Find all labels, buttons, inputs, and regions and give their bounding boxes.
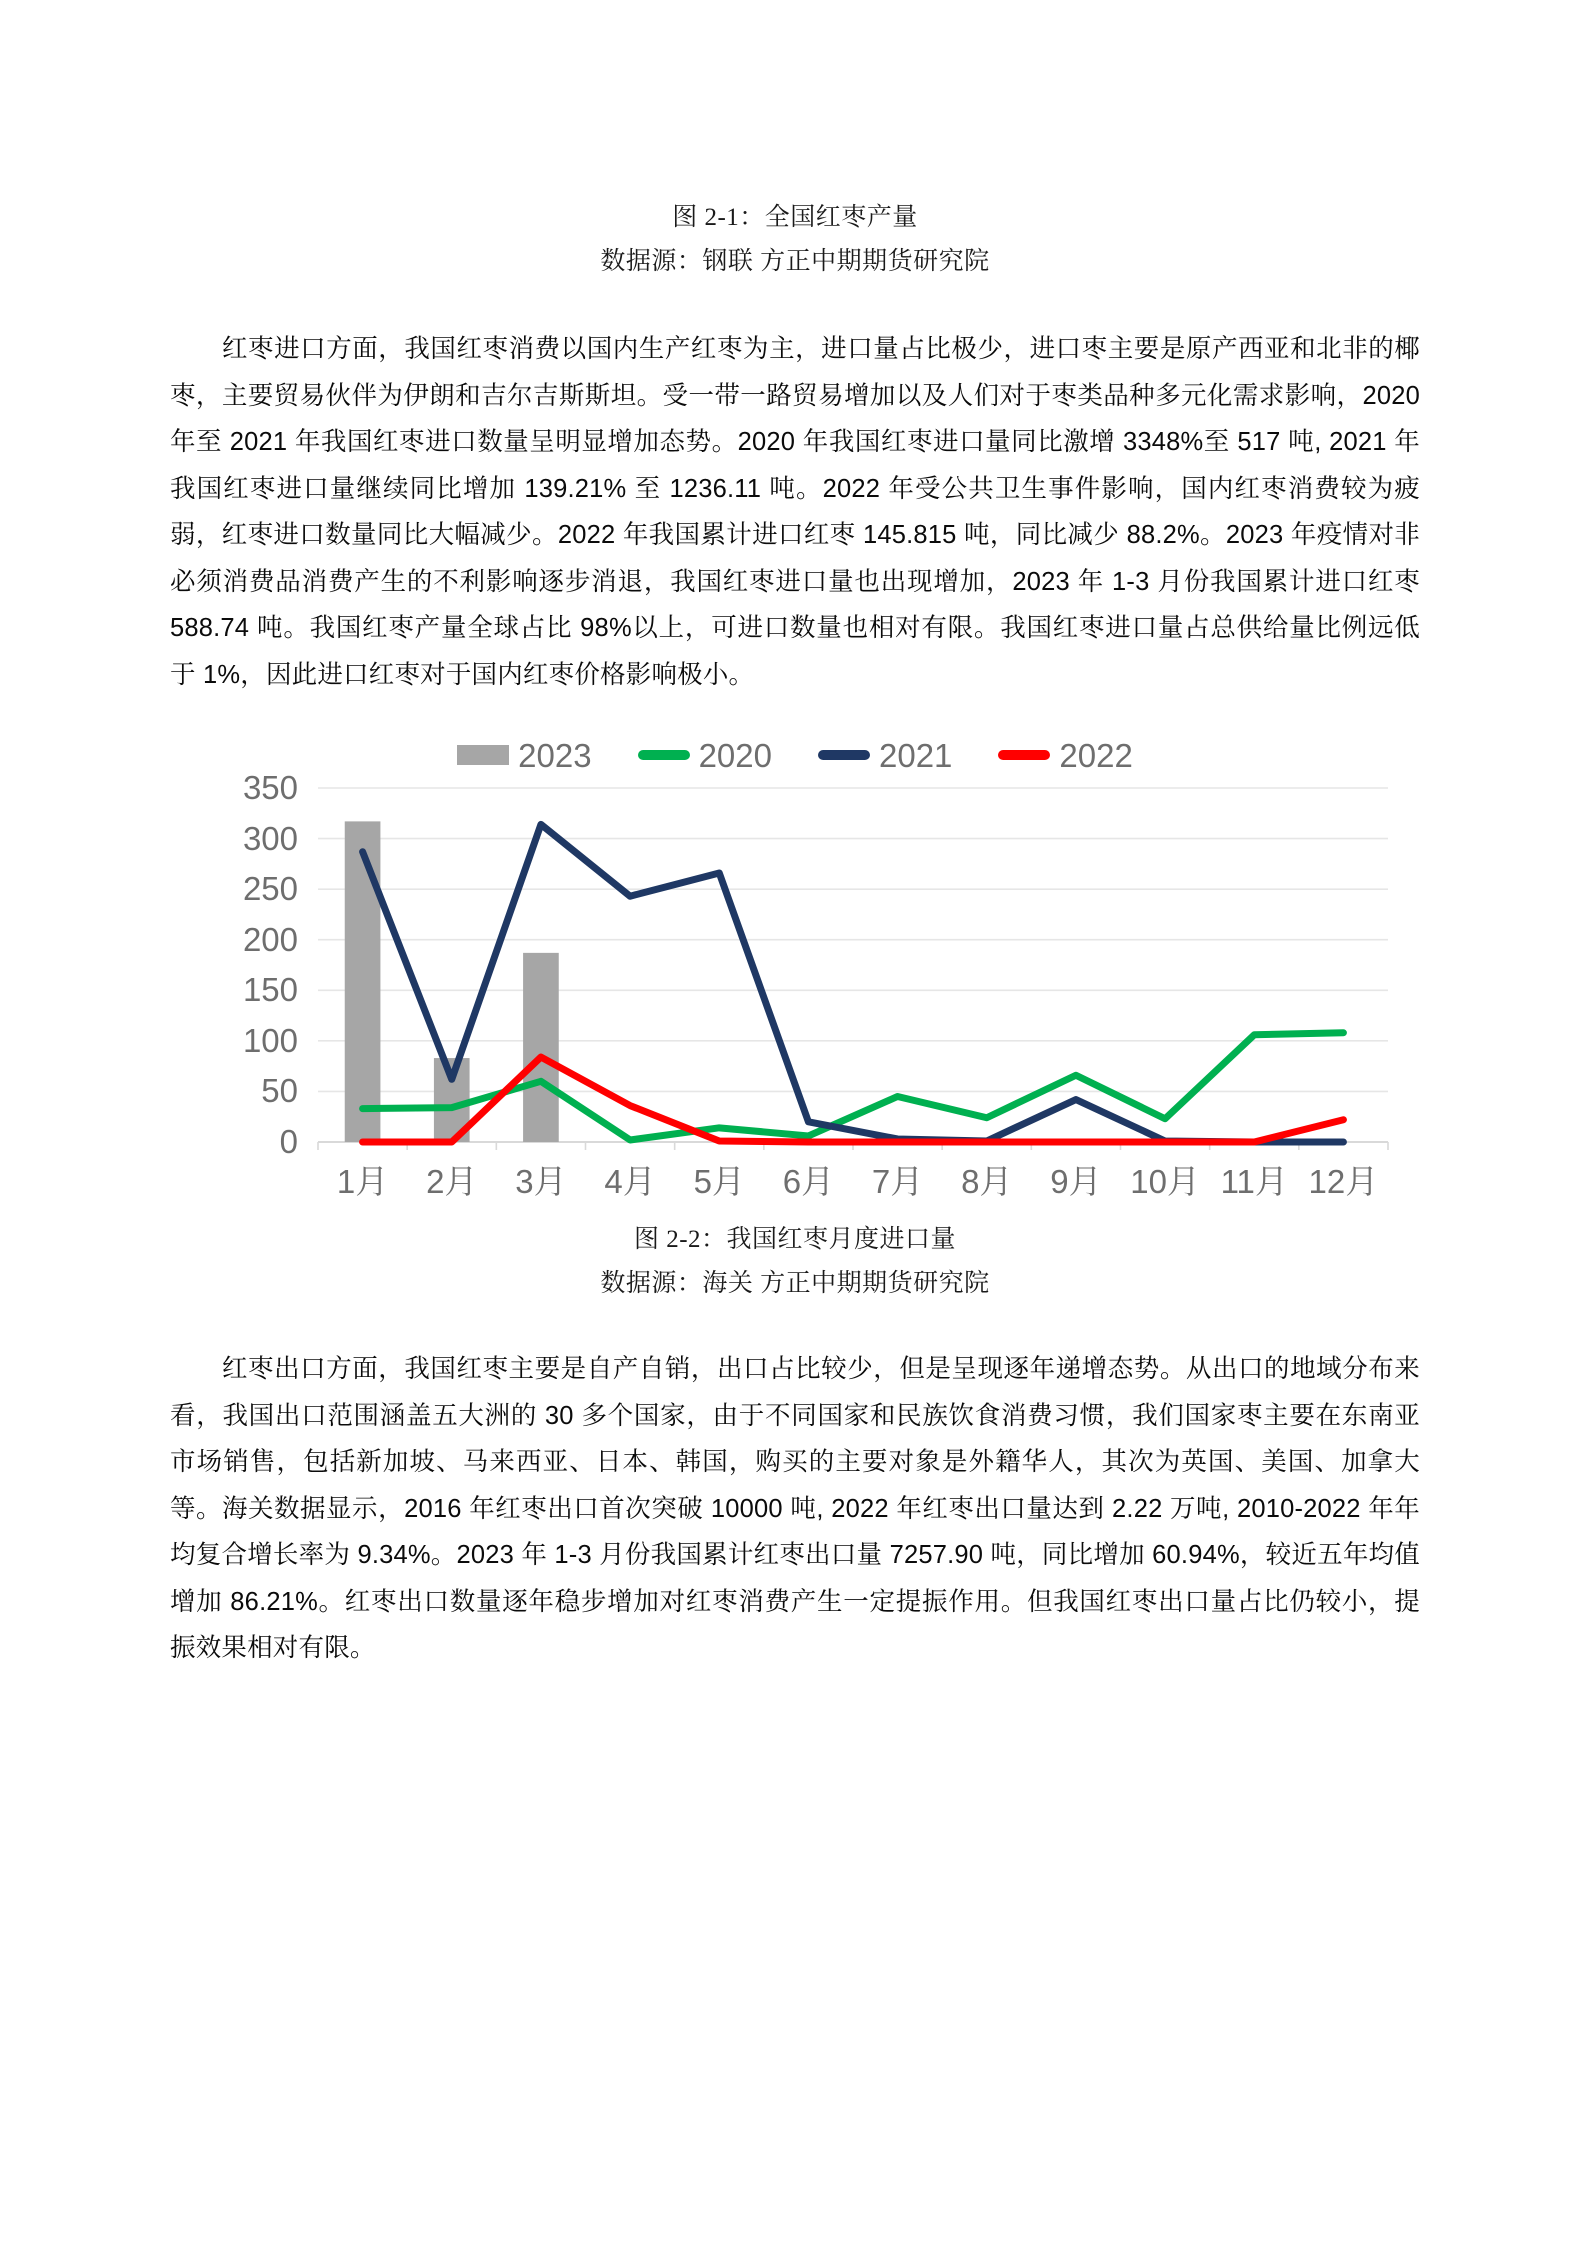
y-axis-tick-label: 200: [242, 920, 298, 958]
spacer-1: [170, 284, 1420, 326]
x-axis-tick-label: 6月: [782, 1163, 835, 1200]
chart-canvas: [170, 778, 1420, 1202]
y-axis-tick-label: 0: [279, 1123, 298, 1160]
figure-1-caption: 图 2-1：全国红枣产量: [672, 204, 918, 231]
x-axis-tick-label: 4月: [604, 1163, 656, 1200]
x-axis-tick-label: 11月: [1220, 1163, 1288, 1200]
figure-2-source: 数据源：海关 方正中期期货研究院: [600, 1270, 990, 1297]
monthly-import-chart: [170, 732, 1420, 1202]
legend-item-2020[interactable]: [638, 736, 772, 774]
y-axis-tick-label: 350: [242, 769, 298, 806]
y-axis-tick-label: 300: [242, 819, 298, 857]
y-axis-tick-label: 50: [261, 1072, 298, 1110]
x-axis-tick-label: 5月: [693, 1163, 745, 1200]
figure-1-source: 数据源：钢联 方正中期期货研究院: [600, 248, 990, 275]
document-content: [170, 0, 1420, 1672]
x-axis-tick-label: 12月: [1308, 1163, 1379, 1200]
legend-swatch-line-icon: [818, 750, 870, 760]
legend-swatch-bar-icon: [457, 745, 509, 765]
x-axis-tick-label: 9月: [1050, 1163, 1102, 1200]
y-axis-tick-label: 150: [242, 971, 298, 1009]
y-axis-tick-label: 250: [242, 870, 298, 908]
x-axis-tick-label: 10月: [1130, 1163, 1200, 1200]
legend-item-2022[interactable]: [998, 736, 1133, 774]
x-axis-tick-label: 1月: [336, 1163, 389, 1200]
spacer-2: [170, 698, 1420, 732]
legend-swatch-line-icon: [998, 750, 1050, 760]
paragraph-import: 红枣进口方面，我国红枣消费以国内生产红枣为主，进口量占比极少，进口枣主要是原产西亚和北非的椰枣，主要贸易伙伴为伊朗和吉尔吉斯斯坦。受一带一路贸易增加以及人们对于枣类品种多元化需求影响，2020 年至 2021 年我国红枣进口数量呈明显增加态势。2020 年我国红枣进口量同比激增 3348%至 517 吨, 2021 年我国红枣进口量继续同比增加 139.21% 至 1236.11 吨。2022 年受公共卫生事件影响，国内红枣消费较为疲弱，红枣进口数量同比大幅减少。2022 年我国累计进口红枣 145.815 吨，同比减少 88.2%。2023 年疫情对非必须消费品消费产生的不利影响逐步消退，我国红枣进口量也出现增加，2023 年 1-3 月份我国累计进口红枣 588.74 吨。我国红枣产量全球占比 98%以上，可进口数量也相对有限。我国红枣进口量占总供给量比例远低于 1%，因此进口红枣对于国内红枣价格影响极小。: [170, 335, 1420, 689]
x-axis-tick-label: 3月: [515, 1163, 567, 1200]
x-axis-tick-label: 7月: [871, 1163, 924, 1200]
x-axis-tick-label: 8月: [961, 1163, 1013, 1200]
y-axis-tick-label: 100: [242, 1021, 298, 1059]
chart-plot-area: [170, 769, 1420, 1202]
spacer-3: [170, 1202, 1420, 1218]
legend-label-2023: 2023: [518, 736, 592, 774]
paragraph-export: 红枣出口方面，我国红枣主要是自产自销，出口占比较少，但是呈现逐年递增态势。从出口的地域分布来看，我国出口范围涵盖五大洲的 30 多个国家，由于不同国家和民族饮食消费习惯，我们国家枣主要在东南亚市场销售，包括新加坡、马来西亚、日本、韩国，购买的主要对象是外籍华人，其次为英国、美国、加拿大等。海关数据显示，2016 年红枣出口首次突破 10000 吨, 2022 年红枣出口量达到 2.22 万吨, 2010-2022 年年均复合增长率为 9.34%。2023 年 1-3 月份我国累计红枣出口量 7257.90 吨，同比增加 60.94%，较近五年均值增加 86.21%。红枣出口数量逐年稳步增加对红枣消费产生一定提振作用。但我国红枣出口量占比仍较小，提振效果相对有限。: [170, 1355, 1420, 1662]
x-axis-tick-label: 2月: [426, 1163, 478, 1200]
figure-1-image-area: [170, 0, 1420, 196]
spacer-4: [170, 1306, 1420, 1346]
legend-item-2023[interactable]: [457, 736, 592, 774]
legend-item-2021[interactable]: [818, 736, 953, 774]
legend-label-2022: 2022: [1059, 736, 1133, 774]
legend-label-2021: 2021: [879, 736, 953, 774]
legend-label-2020: 2020: [698, 736, 772, 774]
chart-legend: [170, 732, 1420, 778]
figure-2-caption: 图 2-2：我国红枣月度进口量: [633, 1226, 957, 1253]
legend-swatch-line-icon: [638, 750, 690, 760]
